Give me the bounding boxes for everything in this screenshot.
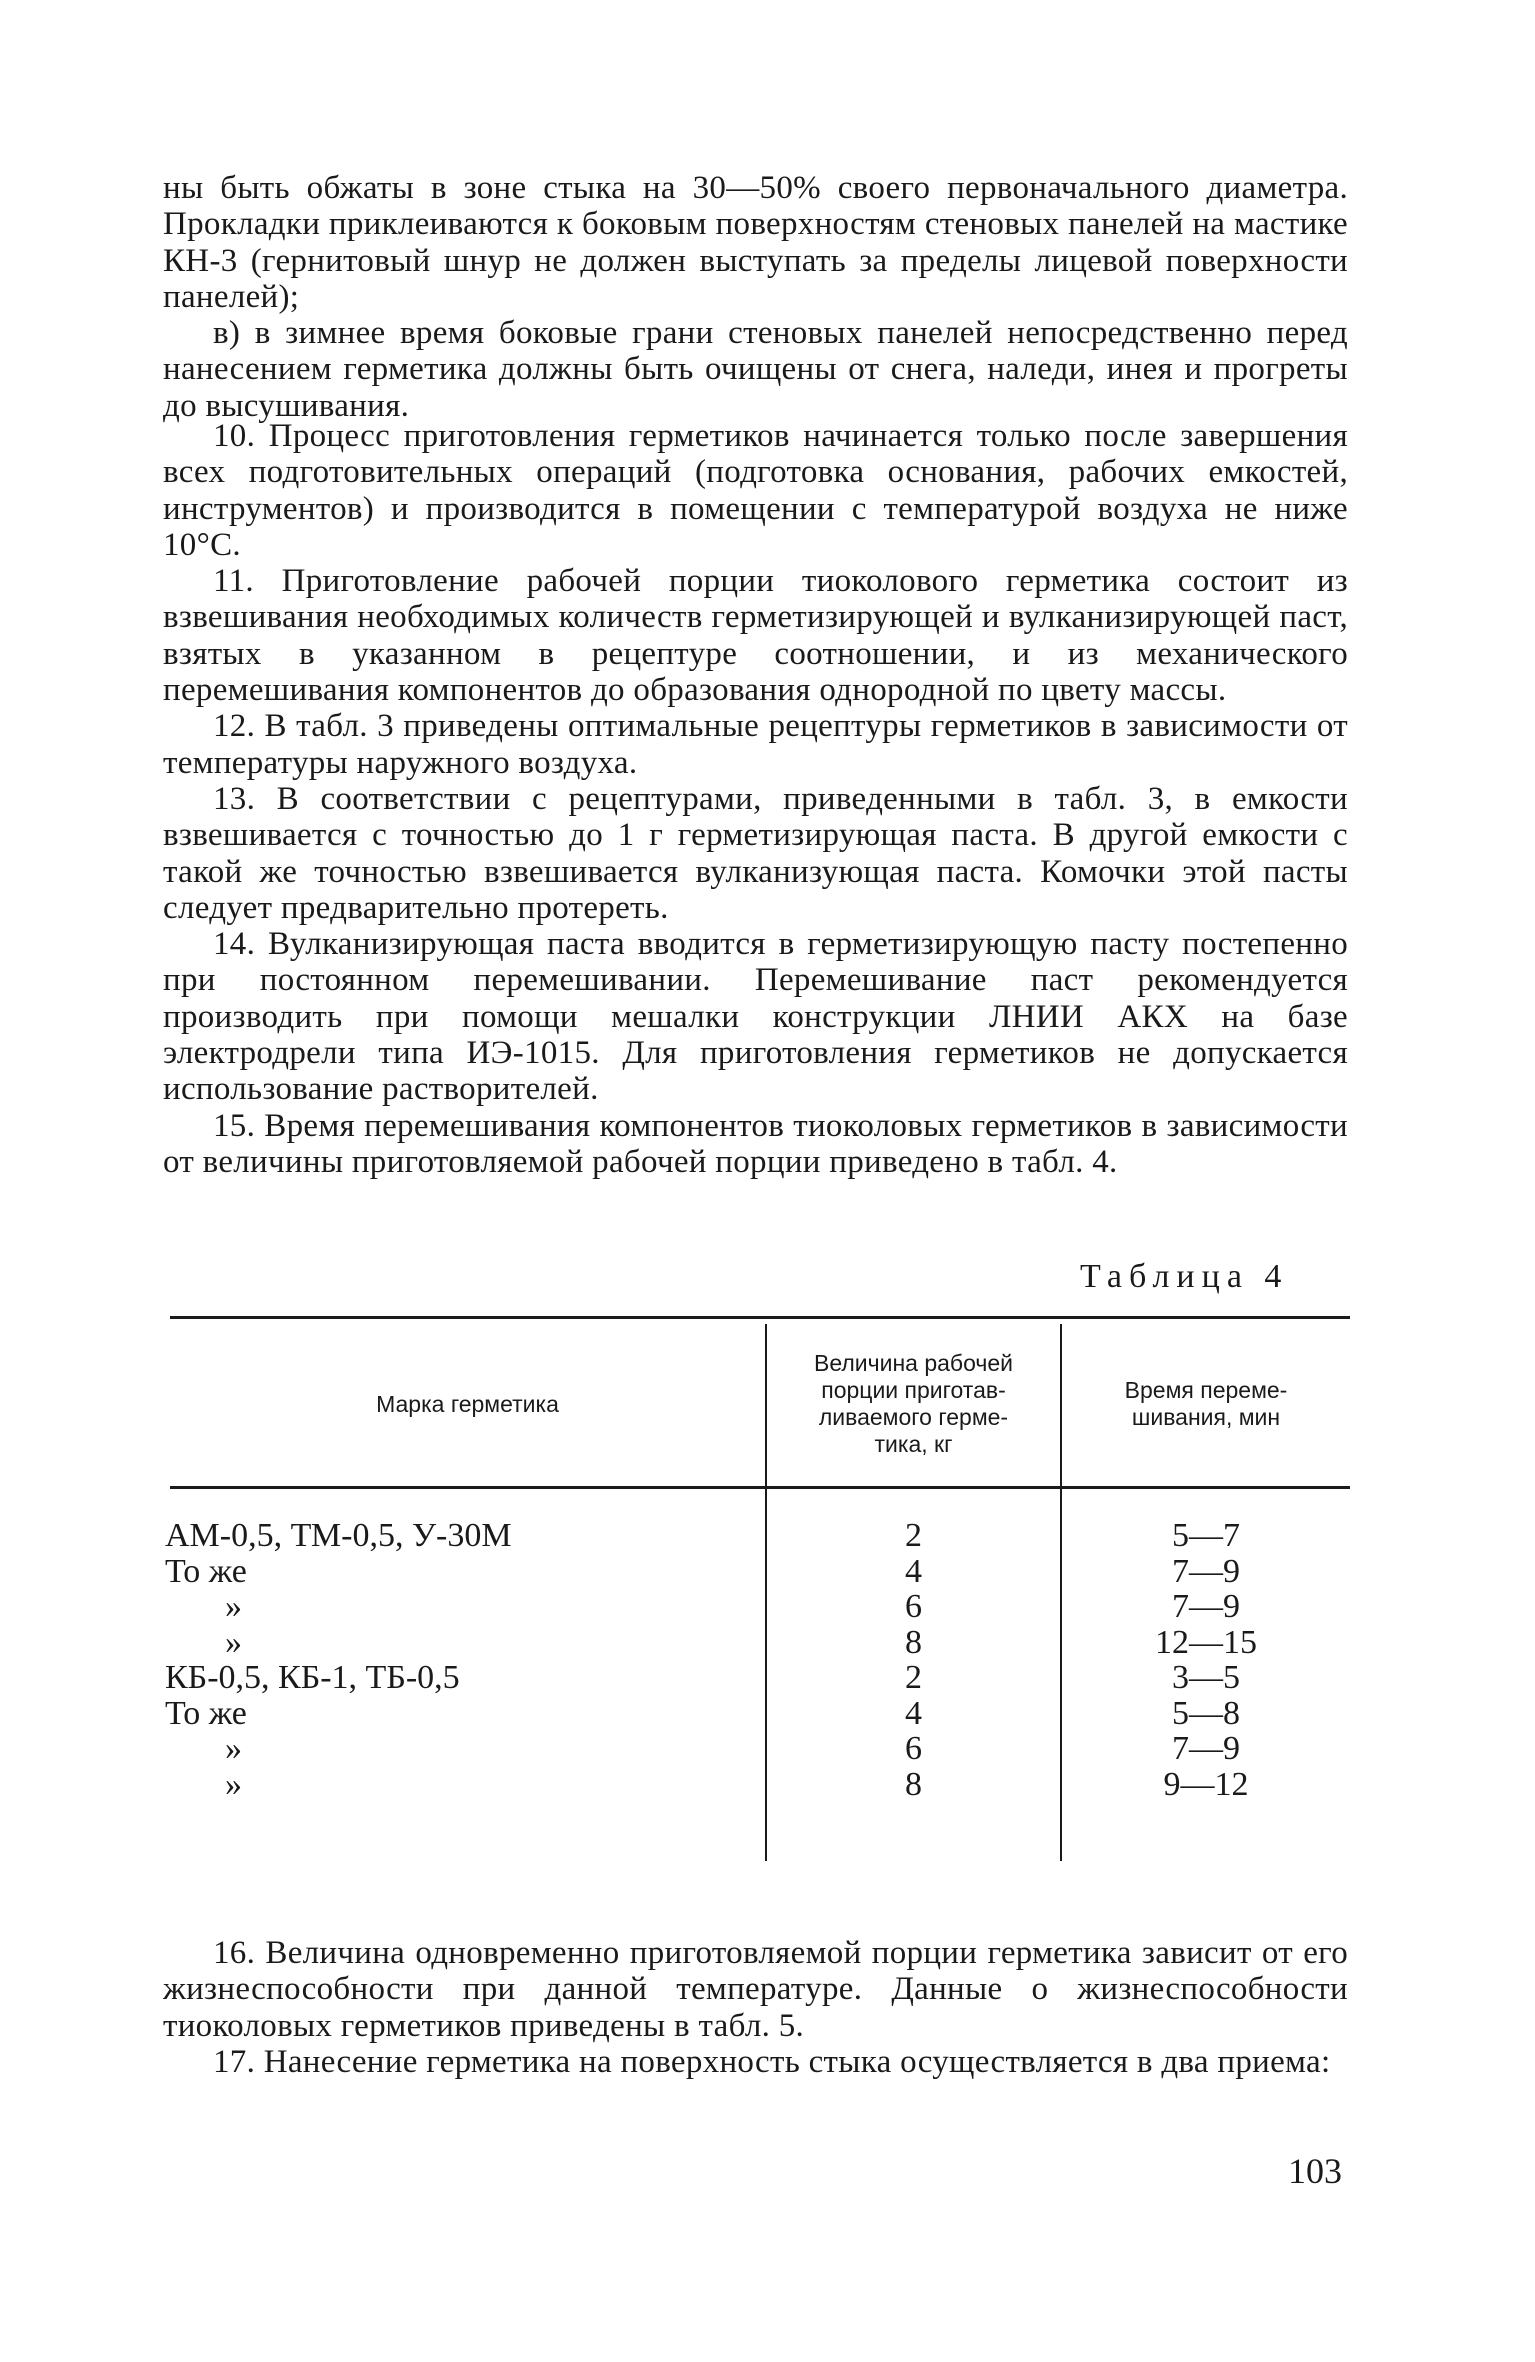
- column-mass: [767, 1518, 1060, 1802]
- table-cell-time: 3—5: [1172, 1659, 1240, 1696]
- table-4: [165, 1316, 1350, 1861]
- table-cell-time: 7—9: [1172, 1730, 1240, 1767]
- column-time: [1062, 1518, 1350, 1802]
- paragraph-item-10: 10. Процесс приготовления герметиков начинается только после завершения всех подготовительных операций (подготовка основания, рабочих емкостей, инструментов) и производится в помещении с температурой воздуха не ниже 10°С.: [163, 418, 1348, 563]
- table-cell-mass: 8: [905, 1623, 922, 1661]
- table-cell-mass: 6: [905, 1730, 922, 1767]
- column-header-time: Время переме- шивания, мин: [1124, 1377, 1288, 1430]
- table-cell-time: 5—7: [1172, 1517, 1240, 1554]
- table-cell-time: 12—15: [1155, 1623, 1257, 1661]
- table-cell-mass: 4: [905, 1552, 922, 1590]
- table-caption: Таблица 4: [1080, 1258, 1289, 1295]
- paragraph-continuation: ны быть обжаты в зоне стыка на 30—50% своего первоначального диаметра. Прокладки приклеиваются к боковым поверхностям стеновых панелей на мастике КН-3 (гернитовый шнур не должен выступать за пределы лицевой поверхности панелей);: [163, 170, 1348, 315]
- table-cell-brand: »: [225, 1623, 242, 1661]
- table-cell-brand: КБ-0,5, КБ-1, ТБ-0,5: [165, 1659, 460, 1696]
- table-cell-mass: 2: [905, 1517, 922, 1554]
- paragraph-item-16: 16. Величина одновременно приготовляемой порции герметика зависит от его жизнеспособности при данной температуре. Данные о жизнеспособности тиоколовых герметиков приведены в табл. 5.: [163, 1935, 1348, 2044]
- paragraph-item-11: 11. Приготовление рабочей порции тиоколового герметика состоит из взвешивания необходимых количеств герметизирующей и вулканизирующей паст, взятых в указанном в рецептуре соотношении, и из механического перемешивания компонентов до образования однородной по цвету массы.: [163, 563, 1348, 709]
- paragraph-item-13: 13. В соответствии с рецептурами, приведенными в табл. 3, в емкости взвешивается с точностью до 1 г герметизирующая паста. В другой емкости с такой же точностью взвешивается вулканизующая паста. Комочки этой пасты следует предварительно протереть.: [163, 780, 1348, 926]
- column-brand: [165, 1518, 755, 1802]
- table-cell-mass: 8: [905, 1765, 922, 1803]
- paragraph-item-14: 14. Вулканизирующая паста вводится в герметизирующую пасту постепенно при постоянном перемешивании. Перемешивание паст рекомендуется производить при помощи мешалки конструкции ЛНИИ АКХ на базе электродрели типа ИЭ-1015. Для приготовления герметиков не допускается использование растворителей.: [163, 926, 1348, 1108]
- paragraph-item-v: в) в зимнее время боковые грани стеновых панелей непосредственно перед нанесением герметика должны быть очищены от снега, наледи, инея и прогреты до высушивания.: [163, 315, 1348, 424]
- table-cell-brand: »: [225, 1588, 242, 1625]
- table-cell-brand: АМ-0,5, ТМ-0,5, У-30М: [165, 1517, 512, 1554]
- table-header-rule: [170, 1486, 1350, 1489]
- table-cell-time: 7—9: [1172, 1552, 1240, 1590]
- numbered-items: [163, 418, 1348, 1180]
- column-header-mass: Величина рабочей порции приготав- ливаемого герме- тика, кг: [813, 1350, 1013, 1457]
- table-cell-mass: 6: [905, 1588, 922, 1625]
- table-cell-brand: »: [225, 1765, 242, 1803]
- paragraph-item-17: 17. Нанесение герметика на поверхность стыка осуществляется в два приема:: [213, 2043, 1331, 2080]
- table-cell-brand: »: [225, 1730, 242, 1767]
- page-number: 103: [1288, 2151, 1342, 2191]
- paragraph-item-12: 12. В табл. 3 приведены оптимальные рецептуры герметиков в зависимости от температуры наружного воздуха.: [163, 708, 1348, 781]
- table-top-rule: [170, 1316, 1350, 1319]
- intro-text: [163, 170, 1348, 424]
- table-cell-mass: 4: [905, 1694, 922, 1732]
- table-cell-time: 9—12: [1163, 1765, 1249, 1803]
- paragraph-item-15: 15. Время перемешивания компонентов тиоколовых герметиков в зависимости от величины приготовляемой рабочей порции приведено в табл. 4.: [163, 1107, 1348, 1180]
- column-header-brand: Марка герметика: [376, 1390, 559, 1417]
- table-cell-time: 7—9: [1172, 1588, 1240, 1625]
- table-cell-time: 5—8: [1172, 1694, 1240, 1732]
- table-cell-brand: То же: [165, 1694, 247, 1732]
- table-cell-mass: 2: [905, 1659, 922, 1696]
- tail-items: [163, 1935, 1348, 2080]
- table-cell-brand: То же: [165, 1552, 247, 1590]
